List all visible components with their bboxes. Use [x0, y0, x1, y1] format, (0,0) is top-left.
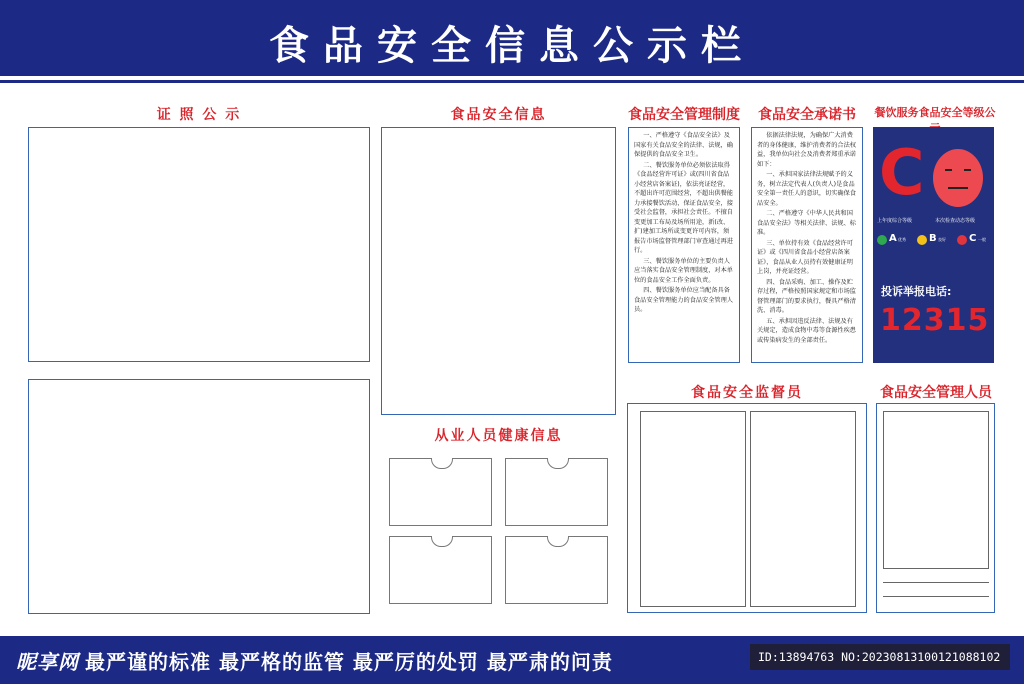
- mgmt-system-title: 食品安全管理制度: [628, 107, 740, 123]
- manager-frame: [876, 403, 995, 613]
- mgmt-system-para-1: 一、严格遵守《食品安全法》及国家有关食品安全的法律、法规，确保提供的食品安全卫生。: [634, 132, 733, 158]
- grade-letter: C: [879, 136, 925, 209]
- commitment-title: 食品安全承诺书: [758, 107, 856, 123]
- legend-c: C: [969, 233, 977, 244]
- manager-line-2: [883, 596, 989, 597]
- page-title: 食品安全信息公示栏: [269, 23, 755, 69]
- header-divider: [0, 80, 1024, 83]
- supervisor-slot-1: [640, 411, 746, 607]
- hotline-label: 投诉举报电话:: [881, 285, 952, 298]
- supervisor-title: 食品安全监督员: [691, 385, 803, 401]
- grade-legend: [877, 233, 991, 247]
- license-frame-top: [28, 127, 370, 362]
- grade-title: 餐饮服务食品安全等级公: [874, 106, 996, 119]
- manager-title: 食品安全管理人员: [880, 385, 992, 401]
- commitment-para-4: 四、食品采购、加工、操作及贮存过程，严格按照国家规定和市场监督管理部门的要求执行，餐具严格清洗、消毒。: [757, 278, 856, 314]
- health-card-4: [505, 536, 608, 604]
- supervisor-frame: [627, 403, 867, 613]
- legend-a-note: 优秀: [898, 237, 906, 242]
- smile-green-icon: [877, 235, 887, 245]
- face-icon: [933, 149, 983, 207]
- legend-b: B: [929, 233, 937, 244]
- info-section-title: 食品安全信息: [450, 107, 547, 123]
- commitment-para-0: 依据法律法规，为确保广大消费者的身体健康，维护消费者的合法权益，我单位向社会及消费者郑重承诺如下：: [757, 132, 856, 168]
- health-card-1: [389, 458, 492, 526]
- commitment-para-2: 二、严格遵守《中华人民共和国食品安全法》等相关法律、法规、标准。: [757, 210, 856, 236]
- supervisor-slot-2: [750, 411, 856, 607]
- commitment-text: [751, 127, 863, 363]
- image-id-label: ID:13894763 NO:20230813100121088102: [750, 644, 1010, 670]
- legend-b-note: 良好: [938, 237, 946, 242]
- footer-slogan: [16, 646, 613, 675]
- license-frame-bottom: [28, 379, 370, 614]
- manager-photo-slot: [883, 411, 989, 569]
- watermark-logo: 昵享网: [16, 650, 79, 674]
- license-section-title: 证 照 公 示: [156, 107, 242, 123]
- hotline-number: 12315: [880, 303, 990, 338]
- commitment-para-5: 五、承担因违反法律、法规及有关规定，造成食物中毒等食源性疾患或传染病发生的全部责任。: [757, 317, 856, 344]
- health-card-3: [389, 536, 492, 604]
- smile-yellow-icon: [917, 235, 927, 245]
- label-current: 本次检查动态等级: [935, 218, 976, 224]
- health-card-2: [505, 458, 608, 526]
- grade-panel: [873, 127, 994, 363]
- mgmt-system-para-3: 三、餐饮服务单位的主要负责人应当落实食品安全管理制度，对本单位的食品安全工作全面负责。: [634, 257, 733, 284]
- legend-c-note: 一般: [978, 237, 986, 242]
- frown-red-icon: [957, 235, 967, 245]
- mgmt-system-text: [628, 127, 740, 363]
- mgmt-system-para-4: 四、餐饮服务单位应当配备具备食品安全管理能力的食品安全管理人员。: [634, 287, 733, 313]
- mgmt-system-para-2: 二、餐饮服务单位必须依法取得《食品经营许可证》或(四川省食品小经营店备案证)，依法亮证经营，不超出许可范围经营，不超出供餐能力承接餐饮活动，保证食品安全，接受社会监督，承担社会责任。不擅自变更加工布局及场所用途，新(改、扩)建加工场所或变更许可内容，须报告市场监督管理部门审查通过再进行。: [634, 161, 733, 254]
- legend-a: A: [889, 233, 897, 244]
- commitment-para-1: 一、承担国家法律法规赋予的义务，树立法定代表人(负责人)是食品安全第一责任人的意识，切实确保食品安全。: [757, 171, 856, 207]
- manager-line-1: [883, 582, 989, 583]
- label-year: 上年度综合等级: [877, 218, 913, 224]
- slogan-text: 最严谨的标准 最严格的监管 最严厉的处罚 最严肃的问责: [85, 650, 613, 674]
- commitment-para-3: 三、单位持有效《食品经营许可证》或《四川省食品小经营店备案证》，食品从业人员持有效健康证明上岗，并亮证经营。: [757, 239, 853, 275]
- health-section-title: 从业人员健康信息: [434, 428, 563, 444]
- info-frame: [381, 127, 616, 415]
